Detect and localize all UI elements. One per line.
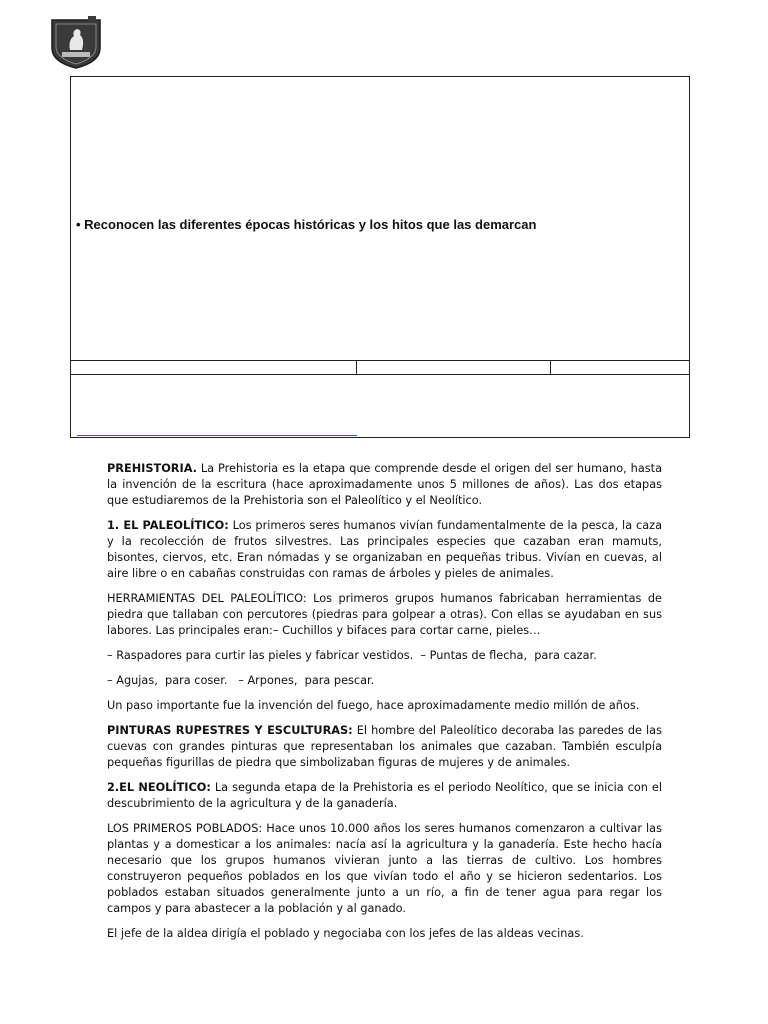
tools-line-2: – Agujas, para coser. – Arpones, para pescar.: [107, 674, 375, 687]
header-cell-divider-2: [550, 360, 551, 375]
heading-prehistoria: PREHISTORIA.: [107, 462, 197, 475]
document-body: [107, 461, 662, 951]
header-divider-bottom: [71, 374, 689, 375]
paragraph-prehistoria: PREHISTORIA. La Prehistoria es la etapa que comprende desde el origen del ser humano, hasta la invención de la escritura (hace aproximadamente unos 5 millones de años). Las dos etapas que estudiaremos de la Prehistoria son el Paleolítico y el Neolítico.: [107, 462, 662, 507]
header-cell-divider-1: [356, 360, 357, 375]
learning-objective: • Reconocen las diferentes épocas históricas y los hitos que las demarcan: [76, 217, 537, 232]
paragraph-pinturas: PINTURAS RUPESTRES Y ESCULTURAS: El hombre del Paleolítico decoraba las paredes de las cuevas con grandes pinturas que representaban los animales que cazaban. También esculpía pequeñas figurillas de piedra que simbolizaban figuras de mujeres y de animales.: [107, 724, 662, 769]
paragraph-poblados: LOS PRIMEROS POBLADOS: Hace unos 10.000 años los seres humanos comenzaron a cultivar las plantas y a domesticar a los animales: nacía así la agricultura y la ganadería. Este hecho hacía necesario que los grupos humanos vivieran junto a las tierras de cultivo. Los hombres construyeron pequeños poblados en los que vivían todo el año y se hicieron sedentarios. Los poblados estaban situados generalmente junto a un río, a fin de tener agua para regar los campos y para abastecer a la población y al ganado.: [107, 822, 662, 915]
tools-line-1: – Raspadores para curtir las pieles y fabricar vestidos. – Puntas de flecha, para cazar.: [107, 649, 597, 662]
header-box: [70, 76, 690, 438]
paragraph-jefe: El jefe de la aldea dirigía el poblado y negociaba con los jefes de las aldeas vecinas.: [107, 927, 584, 940]
heading-paleolitico: 1. EL PALEOLÍTICO:: [107, 519, 229, 532]
heading-neolitico: 2.EL NEOLÍTICO:: [107, 781, 211, 794]
paragraph-neolitico: 2.EL NEOLÍTICO: La segunda etapa de la Prehistoria es el periodo Neolítico, que se inicia con el descubrimiento de la agricultura y de la ganadería.: [107, 781, 663, 810]
school-crest-logo: [48, 14, 104, 70]
paragraph-fuego: Un paso importante fue la invención del fuego, hace aproximadamente medio millón de años.: [107, 699, 640, 712]
heading-pinturas: PINTURAS RUPESTRES Y ESCULTURAS:: [107, 724, 353, 737]
paragraph-paleolitico: 1. EL PALEOLÍTICO: Los primeros seres humanos vivían fundamentalmente de la pesca, la caza y la recolección de frutos silvestres. Las principales especies que cazaban eran mamuts, bisontes, ciervos, etc. Eran nómadas y se organizaban en pequeñas tribus. Vivían en cuevas, al aire libre o en cabañas construidas con ramas de árboles y pieles de animales.: [107, 519, 662, 580]
blank-link-underline[interactable]: [77, 435, 357, 436]
paragraph-herramientas: HERRAMIENTAS DEL PALEOLÍTICO: Los primeros grupos humanos fabricaban herramientas de piedra que tallaban con percutores (piedras para golpear a otras). Con ellas se ayudaban en sus labores. Las principales eran:– Cuchillos y bifaces para cortar carne, pieles…: [107, 592, 662, 637]
header-divider-top: [71, 360, 689, 361]
